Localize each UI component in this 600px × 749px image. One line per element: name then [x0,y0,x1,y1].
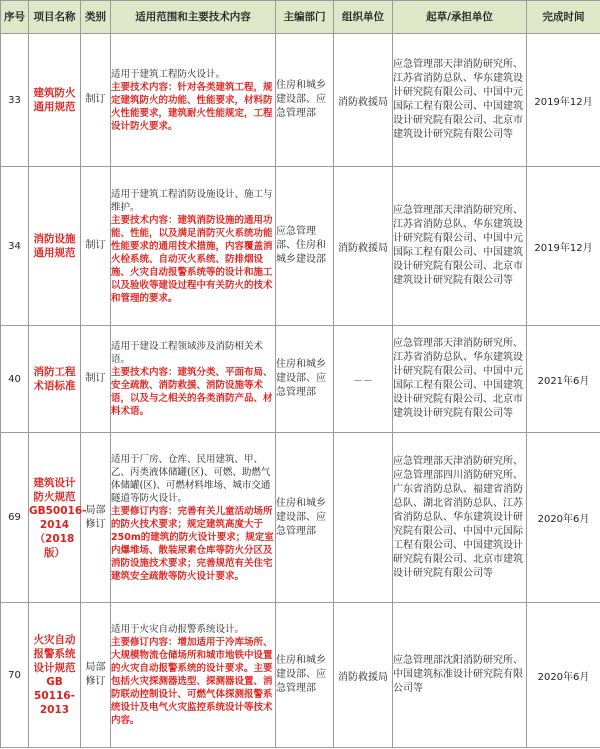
row-seq: 33 [1,34,29,167]
row-drafter: 应急管理部天津消防研究所、江苏省消防总队、华东建筑设计研究院有限公司、中国中元国际工程有限公司、中国建筑设计研究院有限公司、北京市建筑设计研究院有限公司等 [393,34,527,167]
row-scope [111,167,276,326]
scope-main-content: 主要技术内容：建筑消防设施的通用功能、性能，以及满足消防灭火系统功能性能要求的通用技术措施，内容覆盖消火栓系统、自动灭火系统、防排烟设施、火灾自动报警系统等的设计和施工以及验收等建设过程中有关防火的技术和管理的要求。 [111,214,273,304]
header-scope: 适用范围和主要技术内容 [111,1,276,34]
row-org: 消防救援局 [334,603,393,748]
row-project-name: 消防设施通用规范 [29,167,81,326]
header-name: 项目名称 [29,1,81,34]
header-row [1,1,600,34]
row-dept: 应急管理部、住房和城乡建设部 [276,167,334,326]
scope-intro: 适用于厂房、仓库、民用建筑、甲、乙、丙类液体储罐(区)、可燃、助燃气体储罐(区)、可燃材料堆场、城市交通隧道等防火设计。 [111,453,271,504]
row-drafter: 应急管理部天津消防研究所、江苏省消防总队、华东建筑设计研究院有限公司、中国中元国际工程有限公司、中国建筑设计研究院有限公司、北京市建筑设计研究院有限公司等 [393,167,527,326]
header-seq: 序号 [1,1,29,34]
row-drafter: 应急管理部天津消防研究所、江苏省消防总队、华东建筑设计研究院有限公司、中国中元国际工程有限公司、中国建筑设计研究院有限公司、北京市建筑设计研究院有限公司等 [393,326,527,433]
row-project-name: 消防工程术语标准 [29,326,81,433]
row-seq: 69 [1,433,29,603]
scope-main-content: 主要修订内容：增加适用于冷库场所、大规模物流仓储场所和城市地铁中设置的火灾自动报警系统的设计要求。主要包括火灾探测器选型、探测器设置、消防联动控制设计、可燃气体探测报警系统设计及电气火灾监控系统设计等技术内容。 [111,637,273,726]
row-dept: 住房和城乡建设部、应急管理部 [276,433,334,603]
row-seq: 34 [1,167,29,326]
table-row [1,326,600,433]
row-type: 制订 [81,34,111,167]
row-org: －－ [334,326,393,433]
row-scope [111,433,276,603]
row-type: 制订 [81,326,111,433]
table-row [1,433,600,603]
row-seq: 40 [1,326,29,433]
scope-intro: 适用于火灾自动报警系统设计。 [111,624,245,635]
row-time: 2020年6月 [527,603,600,748]
table-row [1,34,600,167]
row-time: 2021年6月 [527,326,600,433]
row-org: 消防救援局 [334,34,393,167]
row-project-name: 火灾自动报警系统设计规范GB 50116-2013 [29,603,81,748]
row-dept: 住房和城乡建设部、应急管理部 [276,34,334,167]
row-org: 消防救援局 [334,167,393,326]
row-project-name: 建筑防火通用规范 [29,34,81,167]
table-row [1,167,600,326]
row-time: 2019年12月 [527,167,600,326]
row-scope [111,326,276,433]
scope-intro: 适用于建筑工程消防设施设计、施工与维护。 [111,188,273,213]
header-type: 类别 [81,1,111,34]
table-row [1,603,600,748]
row-type: 局部修订 [81,433,111,603]
scope-main-content: 主要技术内容：建筑分类、平面布局、安全疏散、消防救援、消防设施等术语，以及与之相关的各类消防产品、材料术语。 [111,367,273,417]
row-time: 2020年6月 [527,433,600,603]
header-org: 组织单位 [334,1,393,34]
header-drafter: 起草/承担单位 [393,1,527,34]
row-org [334,433,393,603]
row-type: 局部修订 [81,603,111,748]
scope-intro: 适用于建设工程领域涉及消防相关术语。 [111,341,264,365]
row-project-name: 建筑设计防火规范GB50016-2014（2018版） [29,433,81,603]
row-time: 2019年12月 [527,34,600,167]
header-dept: 主编部门 [276,1,334,34]
scope-intro: 适用于建筑工程防火设计。 [111,68,226,80]
row-drafter: 应急管理部沈阳消防研究所、中国建筑标准设计研究院有限公司等 [393,603,527,748]
row-scope [111,603,276,748]
row-dept: 住房和城乡建设部、应急管理部 [276,603,334,748]
row-type: 制订 [81,167,111,326]
header-time: 完成时间 [527,1,600,34]
row-seq: 70 [1,603,29,748]
row-scope [111,34,276,167]
scope-main-content: 主要修订内容：完善有关儿童活动场所的防火技术要求；规定建筑高度大于250m的建筑的防火设计要求；规定室内爆堆场、散装尿素仓库等防火分区及消防设施技术要求；完善规范有关住宅建筑安全疏散等防火设计要求。 [111,505,274,582]
scope-main-content: 主要技术内容：针对各类建筑工程，规定建筑防火的功能、性能要求，材料防火性能要求，建筑耐火性能规定，工程设计防火要求。 [111,81,273,132]
row-drafter: 应急管理部天津消防研究所、应急管理部四川消防研究所、广东省消防总队、福建省消防总队、湖北省消防总队、江苏省消防总队、华东建筑设计研究院有限公司、中国中元国际工程有限公司、中国建筑设计研究院有限公司、北京市建筑设计研究院有限公司等 [393,433,527,603]
row-dept: 住房和城乡建设部、应急管理部 [276,326,334,433]
